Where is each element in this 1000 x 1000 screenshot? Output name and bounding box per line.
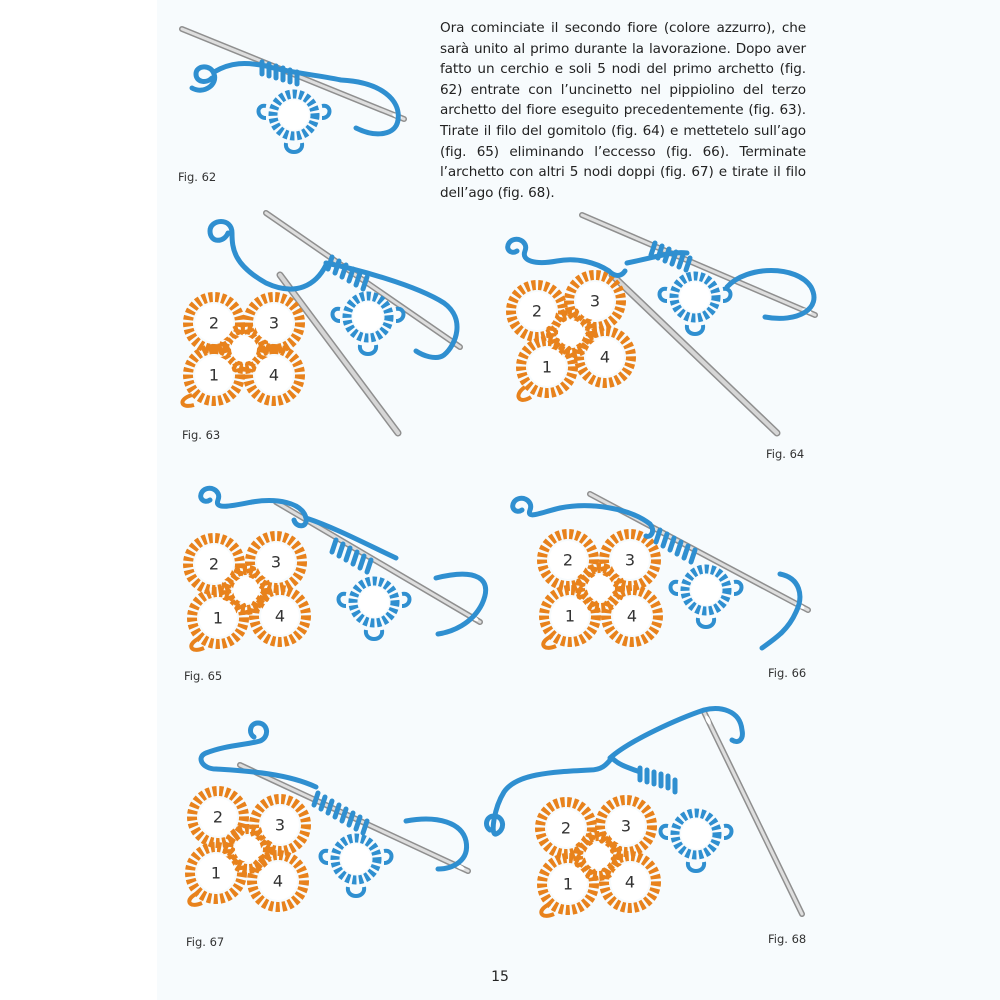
orange-flower: [542, 534, 658, 648]
ring-number-3: 3: [620, 816, 632, 836]
blue-ring: [339, 581, 410, 639]
orange-flower: [511, 275, 631, 400]
fig-65-label: Fig. 65: [184, 669, 223, 683]
orange-flower: [188, 536, 306, 650]
needle: [704, 712, 802, 914]
ring-number-4: 4: [599, 347, 611, 367]
fig-64-illustration: [497, 205, 837, 445]
orange-flower: [182, 297, 300, 406]
fig-67-illustration: [176, 715, 496, 940]
blue-ring: [321, 838, 392, 896]
blue-ring: [660, 276, 731, 334]
ring-number-1: 1: [564, 606, 576, 626]
ring-number-3: 3: [624, 550, 636, 570]
fig-67-label: Fig. 67: [186, 935, 225, 949]
ring-number-3: 3: [274, 815, 286, 835]
fig-63-label: Fig. 63: [182, 428, 221, 442]
ring-number-1: 1: [541, 357, 553, 377]
ring-number-3: 3: [589, 291, 601, 311]
fig-62-label: Fig. 62: [178, 170, 217, 184]
ring-number-2: 2: [212, 807, 224, 827]
blue-stitches: [640, 768, 675, 792]
orange-flower: [189, 791, 306, 907]
ring-number-4: 4: [274, 606, 286, 626]
fig-66-illustration: [500, 478, 820, 678]
page-number: 15: [491, 969, 509, 985]
ring-number-4: 4: [272, 871, 284, 891]
orange-flower: [540, 800, 656, 916]
blue-ring: [671, 569, 742, 627]
ring-number-1: 1: [210, 863, 222, 883]
ring-number-1: 1: [212, 608, 224, 628]
ring-number-4: 4: [626, 606, 638, 626]
fig-62-illustration: [176, 20, 416, 160]
intro-paragraph: Ora cominciate il secondo fiore (colore azzurro), che sarà unito al primo durante la lavorazione. Dopo aver fatto un cerchio e soli 5 nodi del primo archetto (fig. 62) entrate con l’uncinetto nel pippiolino del terzo archetto del fiore eseguito precedentemente (fig. 63). Tirate il filo del gomitolo (fig. 64) e mettetelo sull’ago (fig. 65) eliminando l’eccesso (fig. 66). Terminate l’archetto con altri 5 nodi doppi (fig. 67) e tirate il filo dell’ago (fig. 68).: [440, 20, 806, 201]
ring-number-2: 2: [208, 313, 220, 333]
ring-number-2: 2: [208, 554, 220, 574]
fig-68-label: Fig. 68: [768, 932, 807, 946]
fig-68-illustration: [480, 700, 820, 935]
ring-number-2: 2: [562, 550, 574, 570]
fig-65-illustration: [176, 478, 496, 678]
blue-ring: [333, 296, 404, 354]
ring-number-4: 4: [268, 365, 280, 385]
fig-64-label: Fig. 64: [766, 447, 805, 461]
ring-number-1: 1: [562, 874, 574, 894]
blue-ring: [259, 94, 330, 152]
ring-number-2: 2: [560, 818, 572, 838]
fig-66-label: Fig. 66: [768, 666, 807, 680]
ring-number-2: 2: [531, 301, 543, 321]
ring-number-3: 3: [270, 552, 282, 572]
ring-number-3: 3: [268, 313, 280, 333]
ring-number-1: 1: [208, 365, 220, 385]
blue-ring: [661, 813, 732, 871]
ring-number-4: 4: [624, 872, 636, 892]
scan-margin: [0, 0, 157, 1000]
fig-63-illustration: [176, 205, 476, 440]
